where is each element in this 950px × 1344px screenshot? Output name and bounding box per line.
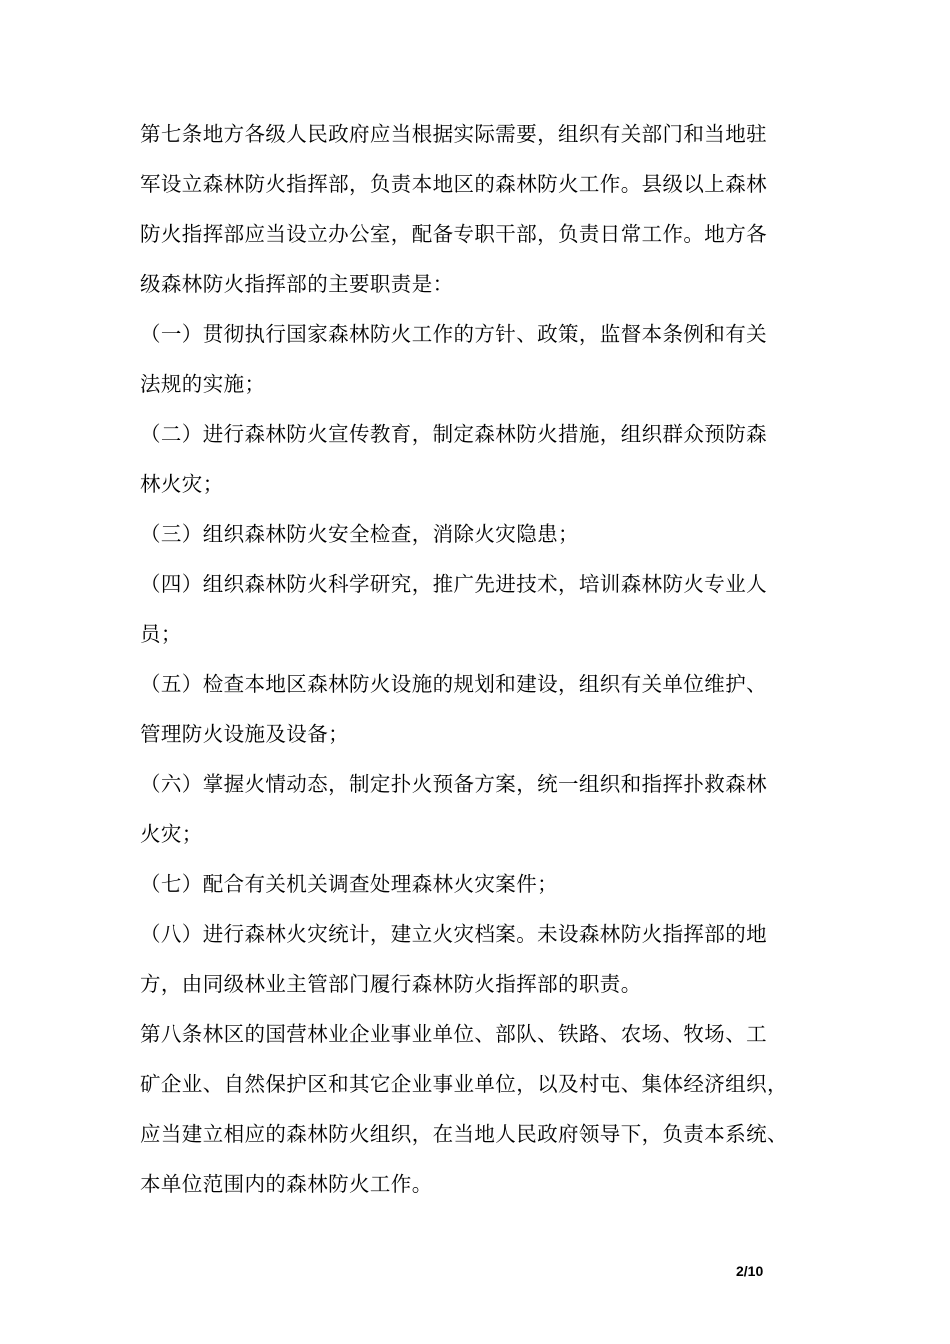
body-text-line: 第七条地方各级人民政府应当根据实际需要，组织有关部门和当地驻 (140, 122, 767, 146)
body-text-line: （六）掌握火情动态，制定扑火预备方案，统一组织和指挥扑救森林 (140, 772, 767, 796)
body-text-line: 军设立森林防火指挥部，负责本地区的森林防火工作。县级以上森林 (140, 172, 767, 196)
body-text-line: 矿企业、自然保护区和其它企业事业单位，以及村屯、集体经济组织， (140, 1072, 788, 1096)
body-text-line: 管理防火设施及设备； (140, 722, 349, 746)
body-text-line: 级森林防火指挥部的主要职责是： (140, 272, 454, 296)
body-text-line: 林火灾； (140, 472, 224, 496)
body-text-line: 第八条林区的国营林业企业事业单位、部队、铁路、农场、牧场、工 (140, 1022, 767, 1046)
body-text-line: 火灾； (140, 822, 203, 846)
page-number: 2/10 (736, 1263, 764, 1279)
body-text-line: 方，由同级林业主管部门履行森林防火指挥部的职责。 (140, 972, 642, 996)
body-text-line: （八）进行森林火灾统计，建立火灾档案。未设森林防火指挥部的地 (140, 922, 767, 946)
body-text-line: 本单位范围内的森林防火工作。 (140, 1172, 433, 1196)
body-text-line: （四）组织森林防火科学研究，推广先进技术，培训森林防火专业人 (140, 572, 767, 596)
body-text-line: （二）进行森林防火宣传教育，制定森林防火措施，组织群众预防森 (140, 422, 767, 446)
body-text-line: （三）组织森林防火安全检查，消除火灾隐患； (140, 522, 579, 546)
body-text-line: 员； (140, 622, 182, 646)
body-text-line: （七）配合有关机关调查处理森林火灾案件； (140, 872, 558, 896)
body-text-line: 防火指挥部应当设立办公室，配备专职干部，负责日常工作。地方各 (140, 222, 767, 246)
body-text-line: 法规的实施； (140, 372, 266, 396)
body-text-line: 应当建立相应的森林防火组织，在当地人民政府领导下，负责本系统、 (140, 1122, 788, 1146)
body-text-line: （一）贯彻执行国家森林防火工作的方针、政策，监督本条例和有关 (140, 322, 767, 346)
body-text-line: （五）检查本地区森林防火设施的规划和建设，组织有关单位维护、 (140, 672, 767, 696)
